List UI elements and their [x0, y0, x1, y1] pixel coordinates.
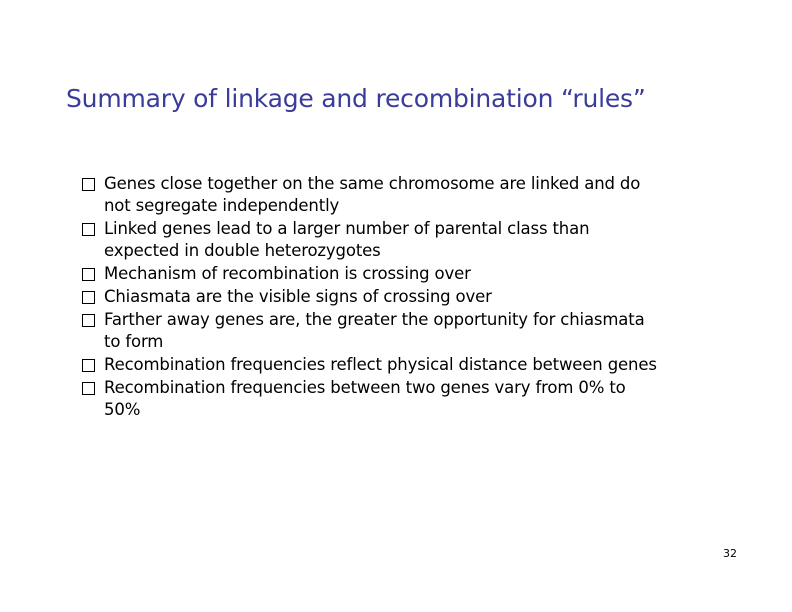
bullet-line: Mechanism of recombination is crossing over — [104, 264, 471, 283]
bullet-text — [104, 218, 704, 262]
hollow-square-icon — [82, 223, 95, 236]
bullet-line: Farther away genes are, the greater the opportunity for chiasmata — [104, 310, 645, 329]
bullet-item — [82, 286, 722, 308]
hollow-square-icon — [82, 314, 95, 327]
bullet-line: expected in double heterozygotes — [104, 241, 381, 260]
bullet-list — [82, 173, 722, 422]
slide-title: Summary of linkage and recombination “rules” — [66, 84, 646, 113]
bullet-line: to form — [104, 332, 164, 351]
bullet-line: Recombination frequencies reflect physical distance between genes — [104, 355, 657, 374]
bullet-item — [82, 354, 722, 376]
bullet-text — [104, 173, 704, 217]
bullet-line: 50% — [104, 400, 141, 419]
bullet-text — [104, 263, 704, 285]
bullet-line: not segregate independently — [104, 196, 340, 215]
hollow-square-icon — [82, 268, 95, 281]
bullet-item — [82, 377, 722, 421]
hollow-square-icon — [82, 178, 95, 191]
bullet-text — [104, 309, 704, 353]
bullet-text — [104, 377, 704, 421]
bullet-item — [82, 218, 722, 262]
bullet-line: Chiasmata are the visible signs of crossing over — [104, 287, 492, 306]
page-number: 32 — [723, 547, 737, 560]
bullet-line: Genes close together on the same chromosome are linked and do — [104, 174, 641, 193]
bullet-line: Linked genes lead to a larger number of parental class than — [104, 219, 590, 238]
bullet-text — [104, 286, 704, 308]
bullet-item — [82, 173, 722, 217]
hollow-square-icon — [82, 359, 95, 372]
hollow-square-icon — [82, 291, 95, 304]
bullet-item — [82, 263, 722, 285]
bullet-text — [104, 354, 704, 376]
bullet-line: Recombination frequencies between two genes vary from 0% to — [104, 378, 626, 397]
bullet-item — [82, 309, 722, 353]
hollow-square-icon — [82, 382, 95, 395]
